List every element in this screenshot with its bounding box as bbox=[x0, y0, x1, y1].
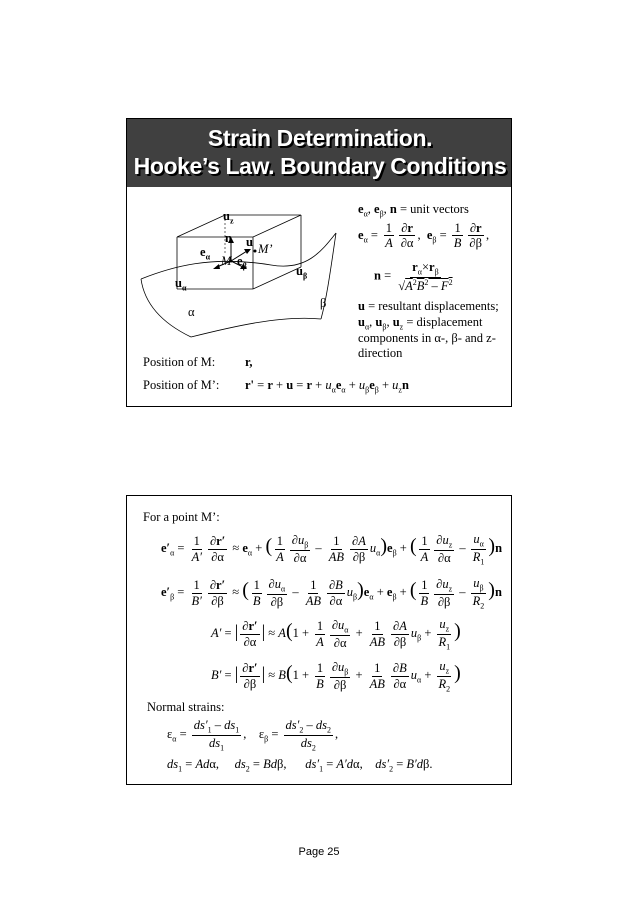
unit-vector-formulas: $e_\alpha$ = $\frac{1}{A}$ $\frac{\partial r}{\partial\alpha}$ , $e_\beta$ = $\frac{1}{B}$ $\frac{\partial r}{\partial\beta}$ , bbox=[358, 221, 490, 251]
formula-normal-strains: $\varepsilon_\alpha$ = $\frac{ds'_1 - ds_1}{ds_1}$ , $\varepsilon_\beta$ = $\frac{ds'_2 - ds_2}{ds_2}$ , bbox=[167, 718, 339, 753]
label-n: n bbox=[225, 231, 232, 245]
label-M: M bbox=[221, 254, 232, 268]
label-beta: β bbox=[320, 296, 327, 310]
slide-strain-determination bbox=[126, 118, 512, 407]
position-M-value: r, bbox=[245, 355, 253, 369]
label-u: u bbox=[246, 235, 253, 249]
label-e-alpha: $e_\alpha$ bbox=[200, 245, 211, 262]
resultant-line: u = resultant displacements; bbox=[358, 299, 499, 313]
components-line: $u_\alpha$, $u_\beta$, $u_z$ = displacement bbox=[358, 315, 483, 332]
components-line-2: components in α-, β- and z- bbox=[358, 331, 496, 345]
formula-B-prime: B′ = | $\frac{\partial r'}{\partial\beta}$ | ≈ B(1 + $\frac{1}{B}$ $\frac{\partial u_\beta}{\partial\beta}$ + $\frac{1}{AB}$ $\frac{\partial B}{\partial\alpha}$ $u_\alpha$ + $\frac{u_z}{R_2}$ ) bbox=[211, 659, 461, 694]
label-uz: $u_z$ bbox=[223, 209, 234, 226]
formula-ds: $ds_1 = Ad\alpha$, $ds_2 = Bd\beta$, $ds'_1 = A'd\alpha$, $ds'_2 = B'd\beta$. bbox=[167, 757, 433, 774]
formula-e-alpha-prime: $e'_\alpha$ = $\frac{1}{A'}$ $\frac{\partial r'}{\partial\alpha}$ ≈ $e_\alpha$ + ( $\frac{1}{A}$ $\frac{\partial u_\beta}{\partial\alpha}$ – $\frac{1}{AB}$ $\frac{\partial A}{\partial\beta}$ $u_\alpha)e_\beta$ + ( $\frac{1}{A}$ $\frac{\partial u_z}{\partial\alpha}$ – $\frac{u_\alpha}{R_1}$ )n bbox=[161, 532, 503, 567]
formula-e-beta-prime: $e'_\beta$ = $\frac{1}{B'}$ $\frac{\partial r'}{\partial\beta}$ ≈ ( $\frac{1}{B}$ $\frac{\partial u_\alpha}{\partial\beta}$ – $\frac{1}{AB}$ $\frac{\partial B}{\partial\alpha}$ $u_\beta)e_\alpha + e_\beta$ + ( $\frac{1}{B}$ $\frac{\partial u_z}{\partial\beta}$ – $\frac{u_\beta}{R_2}$ )n bbox=[161, 576, 502, 611]
slide-title-line2: Hooke’s Law. Boundary Conditions bbox=[133, 153, 507, 179]
position-M-label: Position of M: bbox=[143, 355, 216, 369]
label-u-alpha: $u_\alpha$ bbox=[175, 276, 187, 293]
unit-vectors-line: $e_\alpha$, $e_\beta$, n = unit vectors bbox=[358, 202, 469, 219]
slide-title-line1: Strain Determination. bbox=[207, 125, 433, 151]
normal-strains-label: Normal strains: bbox=[147, 700, 225, 714]
label-e-beta: $e_\beta$ bbox=[237, 254, 247, 271]
page-number: Page 25 bbox=[298, 846, 340, 858]
point-label: For a point M’: bbox=[143, 510, 220, 524]
label-u-beta: $u_\beta$ bbox=[296, 264, 308, 281]
components-line-3: direction bbox=[358, 346, 403, 360]
label-M-prime: M’ bbox=[258, 242, 273, 256]
position-Mprime-label: Position of M’: bbox=[143, 378, 220, 392]
position-Mprime-formula: $r' = r + u = r + u_\alpha e_\alpha + u_\beta e_\beta + u_zn$ bbox=[245, 378, 409, 395]
normal-vector-formula: n = $\frac{r_\alpha\times r_\beta}{√A^2B^2 - F^2}$ bbox=[374, 260, 453, 293]
formula-A-prime: A′ = | $\frac{\partial r'}{\partial\alpha}$ | ≈ A(1 + $\frac{1}{A}$ $\frac{\partial u_\alpha}{\partial\alpha}$ + $\frac{1}{AB}$ $\frac{\partial A}{\partial\beta}$ $u_\beta$ + $\frac{u_z}{R_1}$ ) bbox=[211, 617, 461, 652]
shell-element-diagram bbox=[131, 197, 351, 347]
label-alpha: α bbox=[188, 305, 195, 319]
slide-point-mprime bbox=[126, 495, 512, 785]
